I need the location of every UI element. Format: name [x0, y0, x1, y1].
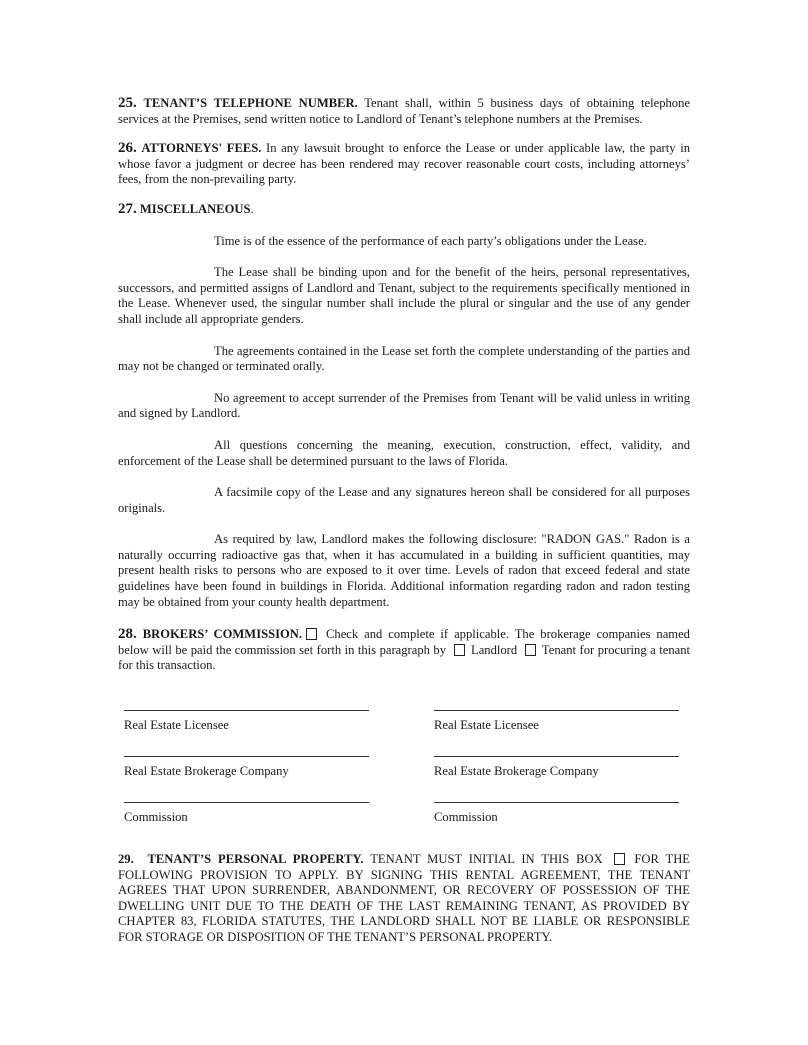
signature-block [124, 802, 369, 826]
tenant-checkbox[interactable] [525, 644, 536, 656]
misc-paragraph: A facsimile copy of the Lease and any signatures hereon shall be considered for all purposes originals. [118, 485, 690, 515]
section-text: Check and complete if applicable. The brokerage companies named below will be paid the commission set forth in this paragraph by [118, 627, 690, 657]
signature-block [434, 802, 679, 826]
section-heading-number: 29. [118, 852, 134, 867]
section-29 [118, 852, 690, 946]
misc-paragraph: The Lease shall be binding upon and for the benefit of the heirs, personal representatives, successors, and permitted assigns of Landlord and Tenant, subject to the requirements specifically mentioned in the Lease. Whenever used, the singular number shall include the plural or singular and the use of any gender shall include all appropriate genders. [118, 265, 690, 326]
section-27-heading [118, 202, 690, 218]
section-text: Tenant shall, within 5 business days of obtaining telephone services at the Premises, send written notice to Landlord of Tenant’s telephone numbers at the Premises. [118, 96, 690, 126]
section-number: 28. [118, 626, 137, 643]
signature-grid [118, 682, 690, 838]
signature-label: Real Estate Brokerage Company [124, 764, 289, 779]
misc-paragraph: Time is of the essence of the performance of each party’s obligations under the Lease. [214, 233, 647, 248]
section-number: 25. [118, 95, 137, 111]
misc-paragraph: The agreements contained in the Lease set forth the complete understanding of the parties and may not be changed or terminated orally. [118, 343, 690, 374]
section-text: TENANT MUST INITIAL IN THIS BOX [363, 852, 610, 867]
signature-block [434, 756, 679, 780]
signature-label: Real Estate Licensee [124, 718, 229, 733]
tenant-label: Tenant for procuring a tenant for this transaction. [118, 642, 690, 673]
section-number: 26. [118, 140, 137, 157]
section-28 [118, 627, 690, 674]
section-heading: ATTORNEYS' FEES. [141, 141, 262, 156]
section-number: 27. [118, 200, 137, 217]
section-text: In any lawsuit brought to enforce the Lease or under applicable law, the party in whose favor a judgment or decree has been rendered may recover reasonable court costs, including attorneys’ fees, from the non-prevailing party. [118, 141, 690, 187]
section-25 [118, 96, 690, 127]
section-26 [118, 141, 690, 188]
section-heading: BROKERS’ COMMISSION. [142, 627, 303, 642]
section-heading: MISCELLANEOUS [139, 201, 251, 216]
signature-block [124, 756, 369, 780]
signature-line[interactable] [124, 756, 369, 757]
section-text-continued: FOR THE FOLLOWING PROVISION TO APPLY. BY SIGNING THIS RENTAL AGREEMENT, THE TENANT AGREES THAT UPON SURRENDER, ABANDONMENT, OR RECOVERY OF POSSESSION OF THE DWELLING UNIT DUE TO THE DEATH OF THE LAST REMAINING TENANT, AS PROVIDED BY CHAPTER 83, FLORIDA STATUTES, THE LANDLORD SHALL NOT BE LIABLE OR RESPONSIBLE FOR STORAGE OR DISPOSITION OF THE TENANT’S PERSONAL PROPERTY. [118, 852, 690, 944]
section-heading: TENANT’S TELEPHONE NUMBER. [143, 96, 358, 110]
signature-line[interactable] [434, 710, 679, 711]
signature-label: Real Estate Brokerage Company [434, 764, 599, 779]
misc-paragraph: All questions concerning the meaning, execution, construction, effect, validity, and enforcement of the Lease shall be determined pursuant to the laws of Florida. [118, 437, 690, 468]
radon-disclosure-paragraph: As required by law, Landlord makes the following disclosure: "RADON GAS." Radon is a naturally occurring radioactive gas that, when it has accumulated in a building in sufficient quantities, may present health risks to persons who are exposed to it over time. Levels of radon that exceed federal and state guidelines have been found in buildings in Florida. Additional information regarding radon and radon testing may be obtained from your county health department. [118, 532, 690, 609]
document-page [118, 96, 690, 946]
misc-paragraph: No agreement to accept surrender of the Premises from Tenant will be valid unless in writing and signed by Landlord. [118, 390, 690, 421]
signature-line[interactable] [124, 802, 369, 803]
signature-label: Commission [124, 810, 188, 825]
heading-period: . [250, 201, 254, 216]
signature-block [124, 710, 369, 734]
signature-line[interactable] [124, 710, 369, 711]
landlord-label: Landlord [467, 642, 521, 657]
section-heading: TENANT’S PERSONAL PROPERTY. [147, 852, 364, 867]
signature-line[interactable] [434, 802, 679, 803]
initial-box[interactable] [614, 853, 625, 865]
signature-line[interactable] [434, 756, 679, 757]
signature-label: Real Estate Licensee [434, 718, 539, 733]
signature-block [434, 710, 679, 734]
landlord-checkbox[interactable] [454, 644, 465, 656]
signature-label: Commission [434, 810, 498, 825]
commission-checkbox[interactable] [306, 628, 317, 640]
